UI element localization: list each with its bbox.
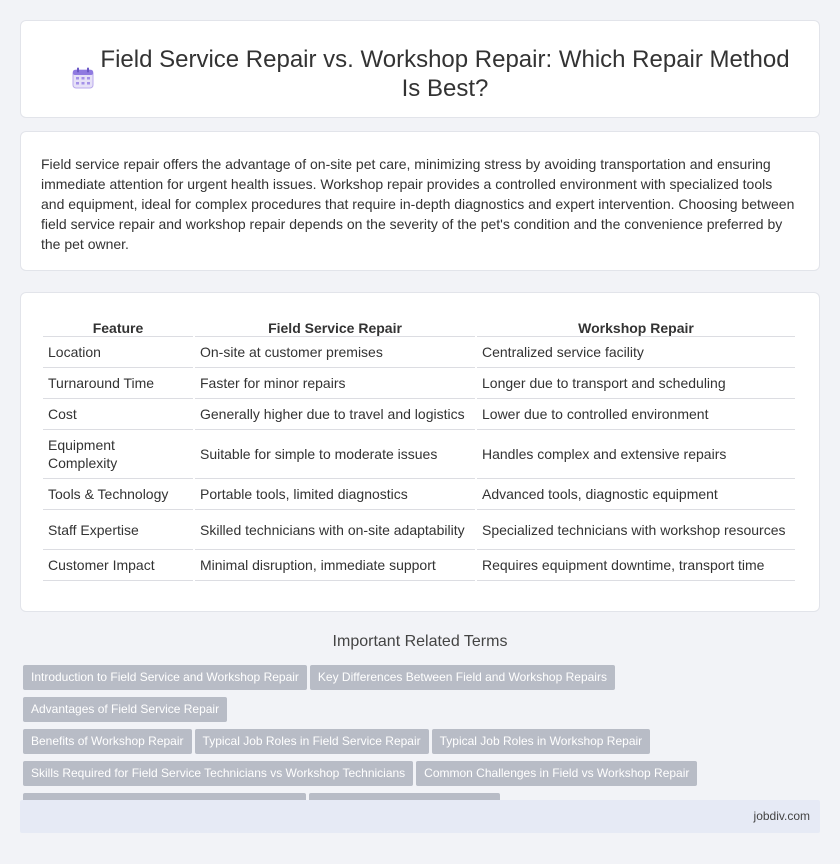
cell-feature: Turnaround Time [43,368,193,399]
cell-workshop: Longer due to transport and scheduling [477,368,795,399]
comparison-table [41,315,797,581]
table-row [43,399,795,430]
cell-workshop: Advanced tools, diagnostic equipment [477,479,795,510]
cell-field: Suitable for simple to moderate issues [195,430,475,479]
table-row [43,479,795,510]
cell-workshop: Lower due to controlled environment [477,399,795,430]
related-term-tag[interactable]: Advantages of Field Service Repair [23,697,227,722]
header-workshop: Workshop Repair [477,315,795,337]
cell-workshop: Centralized service facility [477,337,795,368]
header-feature: Feature [43,315,193,337]
comparison-card [20,292,820,612]
table-row [43,368,795,399]
cell-feature: Location [43,337,193,368]
footer [20,800,820,833]
cell-workshop: Requires equipment downtime, transport time [477,550,795,581]
title-card [20,20,820,118]
table-row [43,510,795,550]
cell-field: Faster for minor repairs [195,368,475,399]
related-term-tag[interactable]: Introduction to Field Service and Workshop Repair [23,665,307,690]
intro-card [20,131,820,271]
cell-feature: Cost [43,399,193,430]
related-term-tag[interactable]: Benefits of Workshop Repair [23,729,192,754]
header-field-service: Field Service Repair [195,315,475,337]
related-term-tag[interactable]: Common Challenges in Field vs Workshop Repair [416,761,697,786]
cell-feature: Staff Expertise [43,510,193,550]
related-term-tag[interactable]: Key Differences Between Field and Workshop Repairs [310,665,615,690]
cell-feature: Equipment Complexity [43,430,193,479]
cell-workshop: Handles complex and extensive repairs [477,430,795,479]
cell-field: Minimal disruption, immediate support [195,550,475,581]
footer-site-link[interactable]: jobdiv.com [753,809,810,823]
table-row [43,550,795,581]
table-header-row [43,315,795,337]
cell-feature: Customer Impact [43,550,193,581]
related-terms-title: Important Related Terms [332,633,508,650]
table-row [43,337,795,368]
page-title: Field Service Repair vs. Workshop Repair: Which Repair Method Is Best? [100,46,790,102]
cell-feature: Tools & Technology [43,479,193,510]
cell-field: Portable tools, limited diagnostics [195,479,475,510]
cell-field: Generally higher due to travel and logistics [195,399,475,430]
cell-field: Skilled technicians with on-site adaptability [195,510,475,550]
related-term-tag[interactable]: Typical Job Roles in Field Service Repair [195,729,429,754]
related-term-tag[interactable]: Skills Required for Field Service Technicians vs Workshop Technicians [23,761,413,786]
cell-field: On-site at customer premises [195,337,475,368]
related-term-tag[interactable]: Typical Job Roles in Workshop Repair [432,729,651,754]
intro-paragraph: Field service repair offers the advantage of on-site pet care, minimizing stress by avoiding transportation and ensuring immediate attention for urgent health issues. Workshop repair provides a controlled environment with specialized tools and equipment, ideal for complex procedures that require in-depth diagnostics and expert intervention. Choosing between field service repair and workshop repair depends on the severity of the pet's condition and the convenience preferred by the pet owner. [41,156,795,252]
table-row [43,430,795,479]
cell-workshop: Specialized technicians with workshop resources [477,510,795,550]
